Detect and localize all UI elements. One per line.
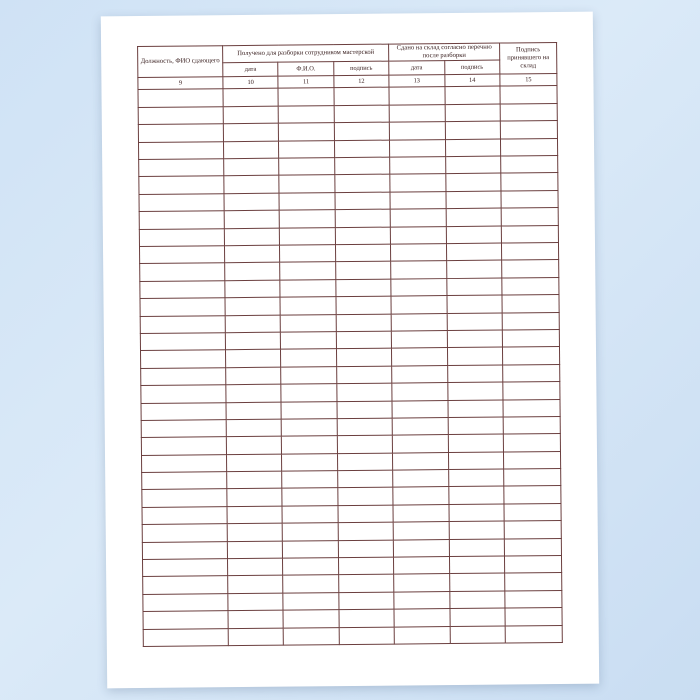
cell-date-delivered[interactable]: [393, 504, 449, 522]
cell-signature-received[interactable]: [334, 157, 390, 175]
cell-signature-receiver[interactable]: [504, 469, 561, 487]
cell-signature-received[interactable]: [338, 488, 394, 506]
cell-date-delivered[interactable]: [392, 400, 448, 418]
cell-date-received[interactable]: [227, 471, 283, 489]
cell-signature-received[interactable]: [336, 331, 392, 349]
cell-signature-received[interactable]: [334, 122, 390, 140]
cell-signature-receiver[interactable]: [504, 555, 561, 573]
cell-fio[interactable]: [281, 401, 337, 419]
cell-date-delivered[interactable]: [393, 470, 449, 488]
cell-position-fio[interactable]: [140, 350, 225, 368]
cell-position-fio[interactable]: [138, 124, 223, 142]
cell-fio[interactable]: [283, 575, 339, 593]
cell-signature-delivered[interactable]: [445, 121, 501, 139]
cell-date-received[interactable]: [225, 280, 281, 298]
cell-fio[interactable]: [283, 592, 339, 610]
cell-signature-received[interactable]: [338, 505, 394, 523]
cell-date-received[interactable]: [227, 558, 283, 576]
cell-signature-received[interactable]: [335, 209, 391, 227]
cell-signature-delivered[interactable]: [445, 139, 501, 157]
cell-signature-received[interactable]: [336, 314, 392, 332]
cell-signature-delivered[interactable]: [450, 608, 506, 626]
cell-signature-receiver[interactable]: [501, 242, 558, 260]
cell-position-fio[interactable]: [143, 628, 228, 646]
cell-signature-received[interactable]: [336, 348, 392, 366]
cell-date-received[interactable]: [226, 384, 282, 402]
cell-signature-received[interactable]: [335, 175, 391, 193]
cell-position-fio[interactable]: [140, 333, 225, 351]
cell-signature-received[interactable]: [338, 557, 394, 575]
cell-signature-receiver[interactable]: [502, 312, 559, 330]
cell-position-fio[interactable]: [140, 280, 225, 298]
cell-signature-received[interactable]: [337, 453, 393, 471]
cell-date-delivered[interactable]: [390, 209, 446, 227]
column-number-11: 11: [278, 76, 334, 89]
cell-date-delivered[interactable]: [394, 557, 450, 575]
cell-position-fio[interactable]: [139, 194, 224, 212]
cell-date-delivered[interactable]: [393, 452, 449, 470]
cell-date-received[interactable]: [227, 489, 283, 507]
cell-signature-received[interactable]: [336, 279, 392, 297]
cell-signature-delivered[interactable]: [447, 330, 503, 348]
cell-date-delivered[interactable]: [391, 261, 447, 279]
cell-fio[interactable]: [281, 332, 337, 350]
cell-signature-delivered[interactable]: [449, 573, 505, 591]
cell-fio[interactable]: [283, 558, 339, 576]
cell-signature-received[interactable]: [336, 366, 392, 384]
cell-signature-received[interactable]: [335, 261, 391, 279]
cell-fio[interactable]: [278, 88, 334, 106]
cell-date-delivered[interactable]: [392, 383, 448, 401]
cell-fio[interactable]: [282, 471, 338, 489]
cell-position-fio[interactable]: [140, 315, 225, 333]
cell-position-fio[interactable]: [142, 507, 227, 525]
cell-date-received[interactable]: [228, 593, 284, 611]
cell-signature-delivered[interactable]: [446, 208, 502, 226]
form-table-container: [137, 42, 563, 647]
cell-date-delivered[interactable]: [394, 626, 450, 644]
cell-position-fio[interactable]: [140, 263, 225, 281]
cell-date-delivered[interactable]: [390, 191, 446, 209]
cell-date-delivered[interactable]: [392, 435, 448, 453]
cell-position-fio[interactable]: [141, 367, 226, 385]
cell-date-delivered[interactable]: [391, 331, 447, 349]
cell-fio[interactable]: [283, 610, 339, 628]
cell-position-fio[interactable]: [143, 576, 228, 594]
cell-signature-receiver[interactable]: [503, 434, 560, 452]
table-body: [138, 86, 562, 646]
cell-position-fio[interactable]: [139, 211, 224, 229]
cell-signature-delivered[interactable]: [448, 434, 504, 452]
cell-signature-receiver[interactable]: [503, 399, 560, 417]
cell-position-fio[interactable]: [141, 420, 226, 438]
cell-date-received[interactable]: [226, 454, 282, 472]
table-row: [143, 625, 562, 646]
cell-signature-delivered[interactable]: [448, 417, 504, 435]
cell-signature-delivered[interactable]: [447, 365, 503, 383]
cell-signature-receiver[interactable]: [501, 190, 558, 208]
cell-signature-received[interactable]: [337, 383, 393, 401]
cell-signature-delivered[interactable]: [445, 173, 501, 191]
cell-signature-receiver[interactable]: [500, 86, 557, 104]
cell-signature-receiver[interactable]: [504, 521, 561, 539]
cell-date-received[interactable]: [223, 106, 279, 124]
cell-fio[interactable]: [280, 262, 336, 280]
cell-position-fio[interactable]: [142, 524, 227, 542]
cell-fio[interactable]: [281, 314, 337, 332]
cell-date-delivered[interactable]: [394, 591, 450, 609]
cell-date-delivered[interactable]: [393, 487, 449, 505]
cell-signature-received[interactable]: [336, 296, 392, 314]
cell-position-fio[interactable]: [141, 437, 226, 455]
cell-signature-delivered[interactable]: [448, 469, 504, 487]
column-number-9: 9: [138, 77, 223, 90]
cell-signature-received[interactable]: [339, 592, 395, 610]
cell-signature-received[interactable]: [335, 244, 391, 262]
cell-date-received[interactable]: [224, 158, 280, 176]
cell-signature-received[interactable]: [339, 609, 395, 627]
cell-date-received[interactable]: [227, 541, 283, 559]
cell-signature-receiver[interactable]: [503, 451, 560, 469]
cell-signature-received[interactable]: [337, 435, 393, 453]
cell-signature-receiver[interactable]: [503, 382, 560, 400]
cell-signature-receiver[interactable]: [505, 590, 562, 608]
cell-signature-received[interactable]: [334, 140, 390, 158]
cell-signature-delivered[interactable]: [445, 87, 501, 105]
cell-signature-received[interactable]: [337, 401, 393, 419]
cell-date-delivered[interactable]: [390, 139, 446, 157]
cell-signature-delivered[interactable]: [446, 243, 502, 261]
subheader-date-delivered: дата: [389, 61, 445, 76]
cell-signature-delivered[interactable]: [445, 104, 501, 122]
cell-date-delivered[interactable]: [393, 522, 449, 540]
cell-position-fio[interactable]: [138, 107, 223, 125]
cell-signature-delivered[interactable]: [448, 452, 504, 470]
cell-signature-receiver[interactable]: [504, 538, 561, 556]
cell-position-fio[interactable]: [143, 593, 228, 611]
table-header: [138, 43, 557, 90]
cell-position-fio[interactable]: [142, 454, 227, 472]
cell-date-received[interactable]: [226, 436, 282, 454]
cell-date-received[interactable]: [225, 315, 281, 333]
cell-position-fio[interactable]: [142, 541, 227, 559]
cell-fio[interactable]: [279, 192, 335, 210]
header-position-fio-sdayushchego: Должность, ФИО сдающего: [138, 46, 223, 78]
cell-signature-delivered[interactable]: [445, 156, 501, 174]
subheader-signature-received: подпись: [334, 62, 390, 77]
cell-date-received[interactable]: [224, 228, 280, 246]
cell-position-fio[interactable]: [138, 89, 223, 107]
cell-position-fio[interactable]: [142, 472, 227, 490]
cell-date-received[interactable]: [225, 349, 281, 367]
cell-signature-delivered[interactable]: [447, 382, 503, 400]
cell-signature-received[interactable]: [338, 574, 394, 592]
cell-date-delivered[interactable]: [390, 157, 446, 175]
cell-date-received[interactable]: [226, 402, 282, 420]
cell-date-delivered[interactable]: [391, 313, 447, 331]
cell-signature-receiver[interactable]: [501, 156, 558, 174]
cell-fio[interactable]: [283, 523, 339, 541]
cell-signature-receiver[interactable]: [504, 486, 561, 504]
cell-date-delivered[interactable]: [392, 348, 448, 366]
cell-signature-receiver[interactable]: [505, 608, 562, 626]
cell-fio[interactable]: [284, 627, 340, 645]
cell-fio[interactable]: [283, 540, 339, 558]
cell-fio[interactable]: [281, 384, 337, 402]
cell-fio[interactable]: [279, 140, 335, 158]
column-number-12: 12: [334, 76, 390, 89]
cell-fio[interactable]: [280, 210, 336, 228]
cell-signature-delivered[interactable]: [450, 626, 506, 644]
cell-date-delivered[interactable]: [392, 365, 448, 383]
cell-signature-delivered[interactable]: [446, 260, 502, 278]
cell-position-fio[interactable]: [139, 246, 224, 264]
cell-position-fio[interactable]: [143, 611, 228, 629]
cell-signature-received[interactable]: [339, 627, 395, 645]
cell-date-delivered[interactable]: [391, 278, 447, 296]
header-delivered-to-warehouse: Сдано на склад согласно перечню после разборки: [389, 43, 500, 62]
cell-fio[interactable]: [281, 366, 337, 384]
cell-date-received[interactable]: [228, 576, 284, 594]
cell-position-fio[interactable]: [139, 159, 224, 177]
cell-fio[interactable]: [280, 245, 336, 263]
cell-date-delivered[interactable]: [390, 226, 446, 244]
cell-position-fio[interactable]: [139, 228, 224, 246]
cell-date-delivered[interactable]: [392, 417, 448, 435]
cell-signature-receiver[interactable]: [500, 103, 557, 121]
header-received-for-disassembly: Получено для разборки сотрудником мастерской: [223, 44, 389, 63]
cell-date-received[interactable]: [227, 523, 283, 541]
subheader-fio: Ф.И.О.: [278, 62, 334, 77]
cell-position-fio[interactable]: [140, 298, 225, 316]
cell-date-delivered[interactable]: [394, 609, 450, 627]
cell-fio[interactable]: [279, 175, 335, 193]
cell-fio[interactable]: [282, 488, 338, 506]
cell-signature-delivered[interactable]: [448, 400, 504, 418]
cell-date-delivered[interactable]: [389, 104, 445, 122]
cell-signature-delivered[interactable]: [449, 504, 505, 522]
cell-date-received[interactable]: [225, 297, 281, 315]
cell-date-delivered[interactable]: [391, 244, 447, 262]
cell-signature-received[interactable]: [335, 227, 391, 245]
subheader-date-received: дата: [223, 63, 279, 78]
cell-signature-receiver[interactable]: [502, 329, 559, 347]
cell-signature-receiver[interactable]: [500, 121, 557, 139]
cell-signature-delivered[interactable]: [447, 313, 503, 331]
subheader-signature-delivered: подпись: [444, 61, 500, 76]
cell-signature-receiver[interactable]: [502, 295, 559, 313]
cell-signature-received[interactable]: [334, 105, 390, 123]
column-number-15: 15: [500, 74, 557, 87]
cell-signature-receiver[interactable]: [501, 173, 558, 191]
cell-fio[interactable]: [282, 505, 338, 523]
cell-fio[interactable]: [280, 297, 336, 315]
cell-signature-delivered[interactable]: [449, 556, 505, 574]
cell-signature-delivered[interactable]: [446, 226, 502, 244]
cell-date-delivered[interactable]: [390, 174, 446, 192]
cell-signature-delivered[interactable]: [449, 591, 505, 609]
cell-signature-delivered[interactable]: [449, 521, 505, 539]
cell-date-received[interactable]: [224, 245, 280, 263]
cell-signature-delivered[interactable]: [446, 191, 502, 209]
cell-signature-delivered[interactable]: [448, 486, 504, 504]
cell-signature-delivered[interactable]: [446, 278, 502, 296]
document-sheet: [101, 12, 599, 689]
cell-position-fio[interactable]: [141, 402, 226, 420]
cell-date-received[interactable]: [223, 123, 279, 141]
cell-signature-delivered[interactable]: [447, 347, 503, 365]
cell-signature-receiver[interactable]: [502, 347, 559, 365]
cell-date-delivered[interactable]: [394, 574, 450, 592]
cell-signature-receiver[interactable]: [501, 225, 558, 243]
cell-signature-receiver[interactable]: [505, 573, 562, 591]
cell-signature-delivered[interactable]: [447, 295, 503, 313]
cell-date-received[interactable]: [228, 610, 284, 628]
cell-date-delivered[interactable]: [389, 87, 445, 105]
cell-date-received[interactable]: [223, 141, 279, 159]
column-number-13: 13: [389, 75, 445, 88]
cell-signature-received[interactable]: [337, 418, 393, 436]
cell-position-fio[interactable]: [143, 559, 228, 577]
cell-date-delivered[interactable]: [391, 296, 447, 314]
cell-date-received[interactable]: [224, 193, 280, 211]
cell-signature-receiver[interactable]: [501, 208, 558, 226]
cell-position-fio[interactable]: [142, 489, 227, 507]
cell-date-delivered[interactable]: [389, 122, 445, 140]
cell-date-received[interactable]: [228, 628, 284, 646]
cell-fio[interactable]: [282, 419, 338, 437]
cell-date-received[interactable]: [223, 89, 279, 107]
cell-signature-received[interactable]: [338, 522, 394, 540]
cell-signature-receiver[interactable]: [502, 260, 559, 278]
cell-signature-receiver[interactable]: [505, 625, 562, 643]
cell-signature-delivered[interactable]: [449, 539, 505, 557]
cell-date-received[interactable]: [227, 506, 283, 524]
header-signature-receiver: Подпись принявшего на склад: [500, 43, 557, 75]
cell-fio[interactable]: [279, 158, 335, 176]
cell-signature-receiver[interactable]: [504, 503, 561, 521]
cell-signature-received[interactable]: [334, 88, 390, 106]
cell-date-received[interactable]: [226, 419, 282, 437]
cell-fio[interactable]: [282, 436, 338, 454]
cell-fio[interactable]: [280, 279, 336, 297]
cell-date-received[interactable]: [224, 176, 280, 194]
cell-position-fio[interactable]: [139, 176, 224, 194]
cell-date-delivered[interactable]: [393, 539, 449, 557]
form-table: [137, 42, 563, 647]
column-number-10: 10: [223, 77, 279, 90]
cell-signature-receiver[interactable]: [503, 364, 560, 382]
cell-signature-received[interactable]: [338, 540, 394, 558]
cell-date-received[interactable]: [225, 332, 281, 350]
cell-position-fio[interactable]: [138, 141, 223, 159]
cell-fio[interactable]: [279, 106, 335, 124]
cell-signature-receiver[interactable]: [500, 138, 557, 156]
cell-signature-received[interactable]: [335, 192, 391, 210]
cell-fio[interactable]: [279, 123, 335, 141]
cell-date-received[interactable]: [224, 210, 280, 228]
cell-signature-receiver[interactable]: [502, 277, 559, 295]
cell-fio[interactable]: [282, 453, 338, 471]
cell-fio[interactable]: [281, 349, 337, 367]
column-number-14: 14: [444, 75, 500, 88]
cell-position-fio[interactable]: [141, 385, 226, 403]
cell-date-received[interactable]: [226, 367, 282, 385]
cell-fio[interactable]: [280, 227, 336, 245]
cell-signature-received[interactable]: [337, 470, 393, 488]
cell-date-received[interactable]: [225, 263, 281, 281]
cell-signature-receiver[interactable]: [503, 416, 560, 434]
